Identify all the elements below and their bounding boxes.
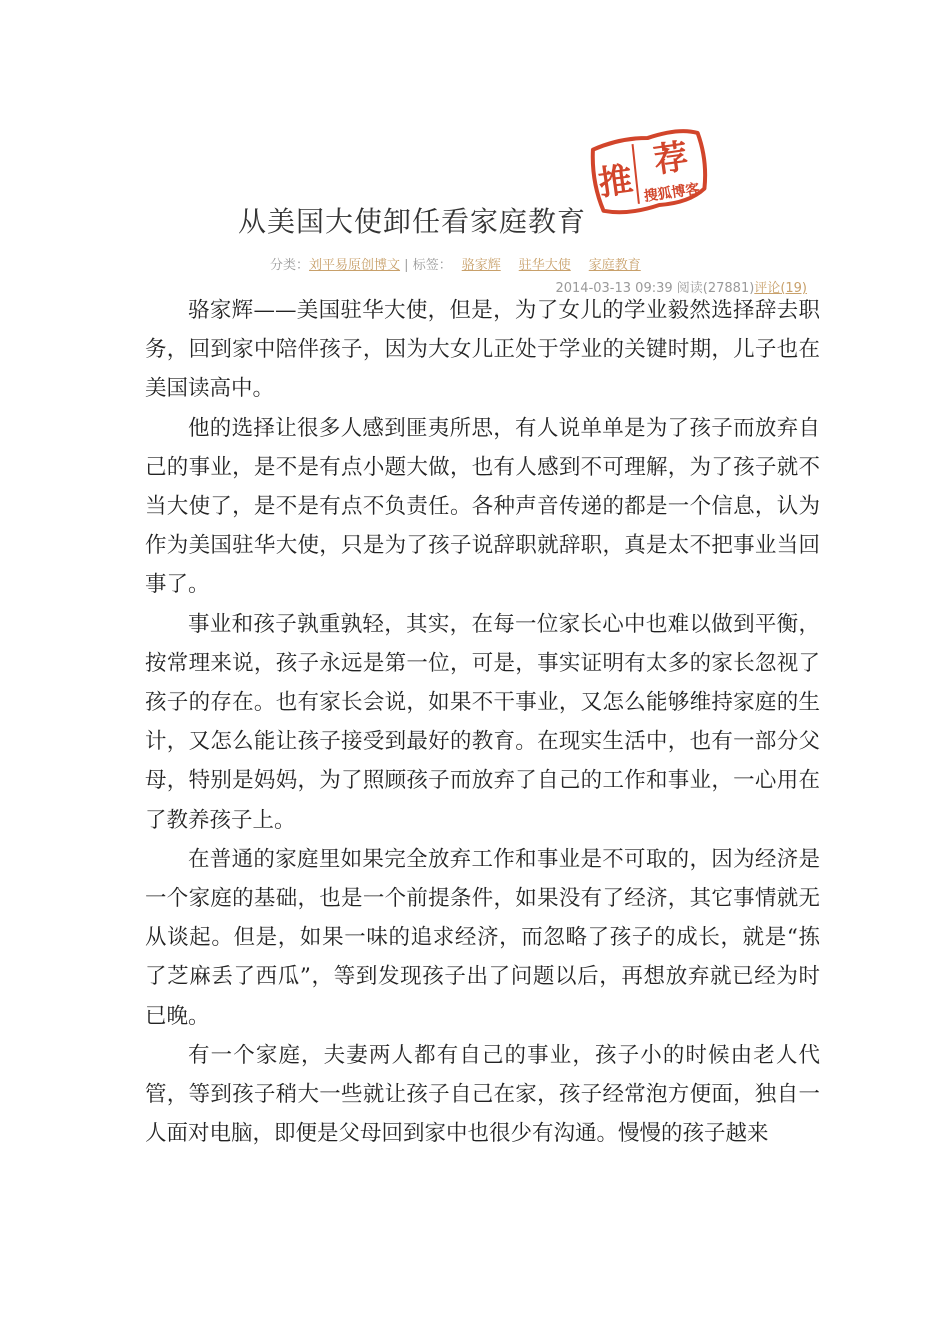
publish-datetime: 2014-03-13 09:39 [555, 281, 673, 296]
comments-count-link[interactable]: (19) [780, 281, 807, 296]
recommend-stamp-icon [585, 128, 715, 223]
tag-link-ambassador[interactable]: 驻华大使 [518, 258, 571, 273]
article-meta [270, 254, 641, 273]
tag-link-family-education[interactable]: 家庭教育 [588, 258, 641, 273]
article-title: 从美国大使卸任看家庭教育 [238, 205, 587, 238]
reads-count: (27881) [702, 281, 755, 296]
article-paragraph: 在普通的家庭里如果完全放弃工作和事业是不可取的，因为经济是一个家庭的基础，也是一个前提条件，如果没有了经济，其它事情就无从谈起。但是，如果一味的追求经济，而忽略了孩子的成长，就是“拣了芝麻丢了西瓜”，等到发现孩子出了问题以后，再想放弃就已经为时已晚。 [145, 846, 820, 1029]
reads-label: 阅读 [676, 281, 703, 296]
tags-label: 标签： [412, 258, 452, 273]
tag-link-luojiahui[interactable]: 骆家辉 [461, 258, 501, 273]
comments-label-link[interactable]: 评论 [754, 281, 781, 296]
article-paragraph: 骆家辉——美国驻华大使，但是，为了女儿的学业毅然选择辞去职务，回到家中陪伴孩子，因为大女儿正处于学业的关键时期，儿子也在美国读高中。 [145, 298, 820, 402]
meta-separator: | [404, 258, 409, 273]
svg-text:搜狐博客: 搜狐博客 [642, 181, 701, 205]
article-paragraph: 事业和孩子孰重孰轻，其实，在每一位家长心中也难以做到平衡，按常理来说，孩子永远是第一位，可是，事实证明有太多的家长忽视了孩子的存在。也有家长会说，如果不干事业，又怎么能够维持家庭的生计，又怎么能让孩子接受到最好的教育。在现实生活中，也有一部分父母，特别是妈妈，为了照顾孩子而放弃了自己的工作和事业，一心用在了教养孩子上。 [145, 611, 820, 833]
svg-text:荐: 荐 [651, 136, 691, 182]
category-label: 分类： [270, 258, 310, 273]
svg-text:推: 推 [596, 159, 636, 205]
category-link[interactable]: 刘平易原创博文 [309, 258, 401, 273]
article-paragraph: 有一个家庭，夫妻两人都有自己的事业，孩子小的时候由老人代管，等到孩子稍大一些就让孩子自己在家，孩子经常泡方便面，独自一人面对电脑，即便是父母回到家中也很少有沟通。慢慢的孩子越来 [145, 1042, 820, 1147]
article-body [145, 291, 820, 1153]
article-paragraph: 他的选择让很多人感到匪夷所思，有人说单单是为了孩子而放弃自己的事业，是不是有点小题大做，也有人感到不可理解，为了孩子就不当大使了，是不是有点不负责任。各种声音传递的都是一个信息，认为作为美国驻华大使，只是为了孩子说辞职就辞职，真是太不把事业当回事了。 [145, 415, 820, 598]
